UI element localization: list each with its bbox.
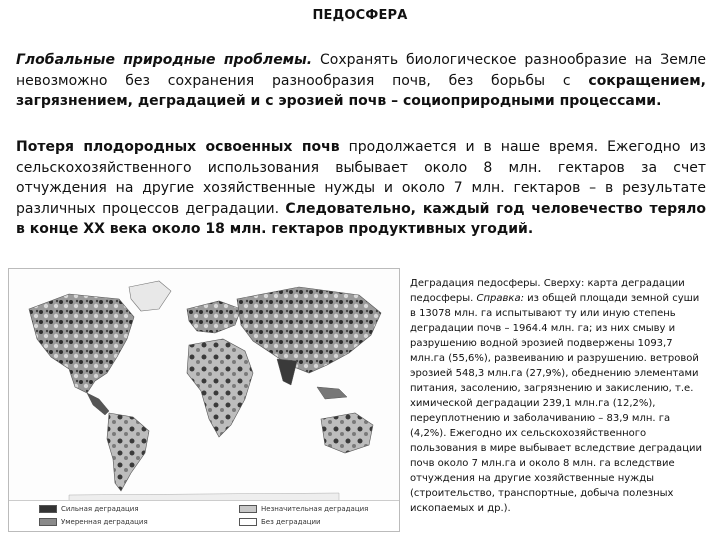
legend-item: [239, 518, 321, 526]
map-legend: [9, 500, 399, 531]
caption-text: из общей площади земной суши в 13078 млн. га испытывают ту или иную степень деградации почв – 1964.4 млн. га; из них смыву и разрушению водной эрозией подвержены 1093,7 млн.га (55,6%), развеиванию и разрушению. ветровой эрозией 548,3 млн.га (27,9%), обеднению элементами питания, засолению, загрязнению и закислению, т.е. химической деградации 239,1 млн.га (12,2%), переуплотнению и заболачиванию – 83,9 млн. га (4,2%). Ежегодно их сельскохозяйственного пользования в мире выбывает вследствие деградации почв около 7 млн.га и около 8 млн. га вследствие отчуждения на другие хозяйственные нужды (строительство, транспортные, добыча полезных ископаемых и др.).: [410, 293, 702, 514]
legend-swatch: [39, 518, 57, 526]
legend-item: [39, 518, 148, 526]
legend-label: Умеренная деградация: [61, 518, 148, 526]
legend-label: Незначительная деградация: [261, 505, 369, 513]
world-map-image: [9, 269, 399, 501]
world-degradation-map: [8, 268, 400, 532]
paragraph-text: продолжается и в наше время. Ежегодно из сельскохозяйственного использования выбывает около 8 млн. гектаров за счет отчуждения на другие хозяйственные нужды и около 7 млн. гектаров – в результате различных процессов деградации.: [16, 139, 707, 217]
paragraph-text: Сохранять биологическое разнообразие на Земле невозможно без сохранения разнообразия почв, без борьбы с: [16, 52, 706, 89]
legend-swatch: [239, 518, 257, 526]
paragraph-emphasis: сокращением, загрязнением, деградацией и с эрозией почв – социоприродными процессами.: [16, 72, 706, 109]
legend-item: [39, 505, 139, 513]
legend-item: [239, 505, 368, 513]
page-title: ПЕДОСФЕРА: [312, 8, 408, 23]
caption-reference-label: Справка:: [476, 293, 524, 304]
legend-swatch: [239, 505, 257, 513]
legend-label: Сильная деградация: [61, 505, 139, 513]
paragraph-global-problems: [16, 50, 706, 112]
paragraph-lead: Потеря плодородных освоенных почв: [16, 139, 340, 155]
legend-swatch: [39, 505, 57, 513]
caption-text: Деградация педосферы. Сверху: карта деградации педосферы.: [410, 278, 685, 304]
paragraph-conclusion: Следовательно, каждый год человечество теряло в конце XX века около 18 млн. гектаров продуктивных угодий.: [16, 200, 706, 237]
legend-label: Без деградации: [261, 518, 321, 526]
map-caption: [410, 276, 706, 516]
paragraph-soil-loss: [16, 137, 706, 240]
paragraph-lead: Глобальные природные проблемы.: [16, 52, 313, 68]
